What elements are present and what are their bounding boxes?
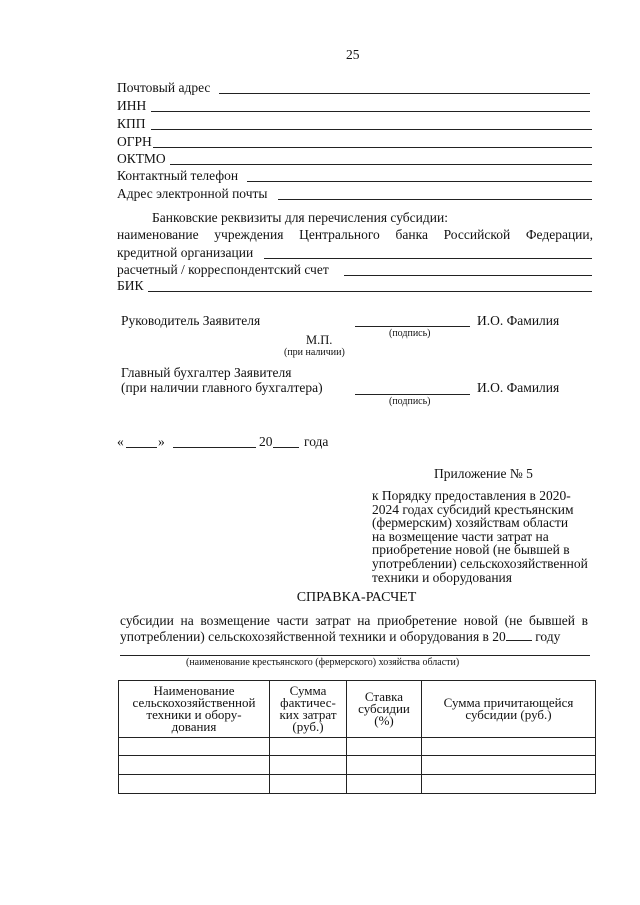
appendix-line: 2024 годах субсидий крестьянским [372,501,574,517]
subtitle-year-prefix: употреблении) сельскохозяйственной техники и оборудования в 20 [120,629,506,644]
page-number: 25 [346,47,360,62]
bank-institution-field[interactable] [264,258,592,259]
farm-name-caption: (наименование крестьянского (фермерского) хозяйства области) [186,657,460,668]
bank-institution-line2: кредитной организации [117,245,254,260]
date-year-suffix: года [304,434,329,449]
kpp-label: КПП [117,116,146,131]
oktmo-field[interactable] [170,164,592,165]
table-row [119,775,596,794]
header-subsidy-amount: Сумма причитающейся субсидии (руб.) [422,681,596,738]
account-label: расчетный / корреспондентский счет [117,262,329,277]
accountant-signature-caption: (подпись) [389,396,431,407]
table-cell[interactable] [422,775,596,794]
appendix-text [372,489,588,584]
date-month-field[interactable] [173,447,256,448]
table-cell[interactable] [347,756,422,775]
appendix-title: Приложение № 5 [434,466,533,481]
table-cell[interactable] [422,738,596,756]
date-day-field[interactable] [126,447,157,448]
kpp-field[interactable] [151,129,592,130]
appendix-line: употреблении) сельскохозяйственной [372,555,588,571]
head-signature-caption: (подпись) [389,328,431,339]
appendix-line: к Порядку предоставления в 2020- [372,488,571,503]
appendix-line: техники и оборудования [372,569,512,585]
date-year-field[interactable] [273,447,299,448]
inn-field[interactable] [151,111,590,112]
email-field[interactable] [278,199,592,200]
header-actual-costs: Сумма фактичес- ких затрат (руб.) [270,681,347,738]
table-cell[interactable] [119,756,270,775]
subsidy-table [118,680,596,794]
phone-label: Контактный телефон [117,168,239,183]
head-name: И.О. Фамилия [477,313,560,328]
table-row [119,756,596,775]
table-cell[interactable] [347,775,422,794]
stamp-label: М.П. [306,333,333,347]
document-subtitle-line2 [120,629,560,645]
table-cell[interactable] [119,775,270,794]
subtitle-year-suffix: году [535,629,561,644]
accountant-label-line2: (при наличии главного бухгалтера) [121,380,323,395]
document-subtitle-line1: субсидии на возмещение части затрат на приобретение новой (не бывшей в [120,613,588,628]
postal-address-field[interactable] [219,93,590,94]
phone-field[interactable] [247,181,592,182]
header-equipment: Наименование сельскохозяйственной техники и обору- дования [119,681,270,738]
table-header-row [119,681,596,738]
table-cell[interactable] [119,738,270,756]
date-open-quote: « [117,434,124,449]
oktmo-label: ОКТМО [117,151,166,166]
email-label: Адрес электронной почты [117,186,268,201]
table-cell[interactable] [422,756,596,775]
table-cell[interactable] [270,756,347,775]
stamp-note: (при наличии) [284,347,345,358]
document-title: СПРАВКА-РАСЧЕТ [296,590,417,605]
table-row [119,738,596,756]
table-cell[interactable] [270,775,347,794]
header-subsidy-rate: Ставка субсидии (%) [347,681,422,738]
appendix-line: приобретение новой (не бывшей в [372,542,570,558]
ogrn-field[interactable] [153,147,592,148]
date-close-quote: » [158,434,165,449]
head-label: Руководитель Заявителя [121,313,261,328]
table-cell[interactable] [270,738,347,756]
bik-field[interactable] [148,291,592,292]
date-year-prefix: 20 [259,434,273,449]
appendix-line: (фермерским) хозяйствам области [372,515,569,531]
table-cell[interactable] [347,738,422,756]
postal-address-label: Почтовый адрес [117,80,211,95]
accountant-name: И.О. Фамилия [477,380,560,395]
bik-label: БИК [117,278,144,293]
inn-label: ИНН [117,98,147,113]
accountant-signature-field[interactable] [355,394,470,395]
bank-heading: Банковские реквизиты для перечисления субсидии: [152,210,448,225]
ogrn-label: ОГРН [117,134,152,149]
appendix-line: на возмещение части затрат на [372,528,549,544]
accountant-label-line1: Главный бухгалтер Заявителя [121,365,292,380]
account-field[interactable] [344,275,592,276]
bank-institution-line1: наименование учреждения Центрального банка Российской Федерации, [117,227,593,242]
head-signature-field[interactable] [355,326,470,327]
farm-name-field[interactable] [120,655,590,656]
subtitle-year-field[interactable] [506,640,532,641]
